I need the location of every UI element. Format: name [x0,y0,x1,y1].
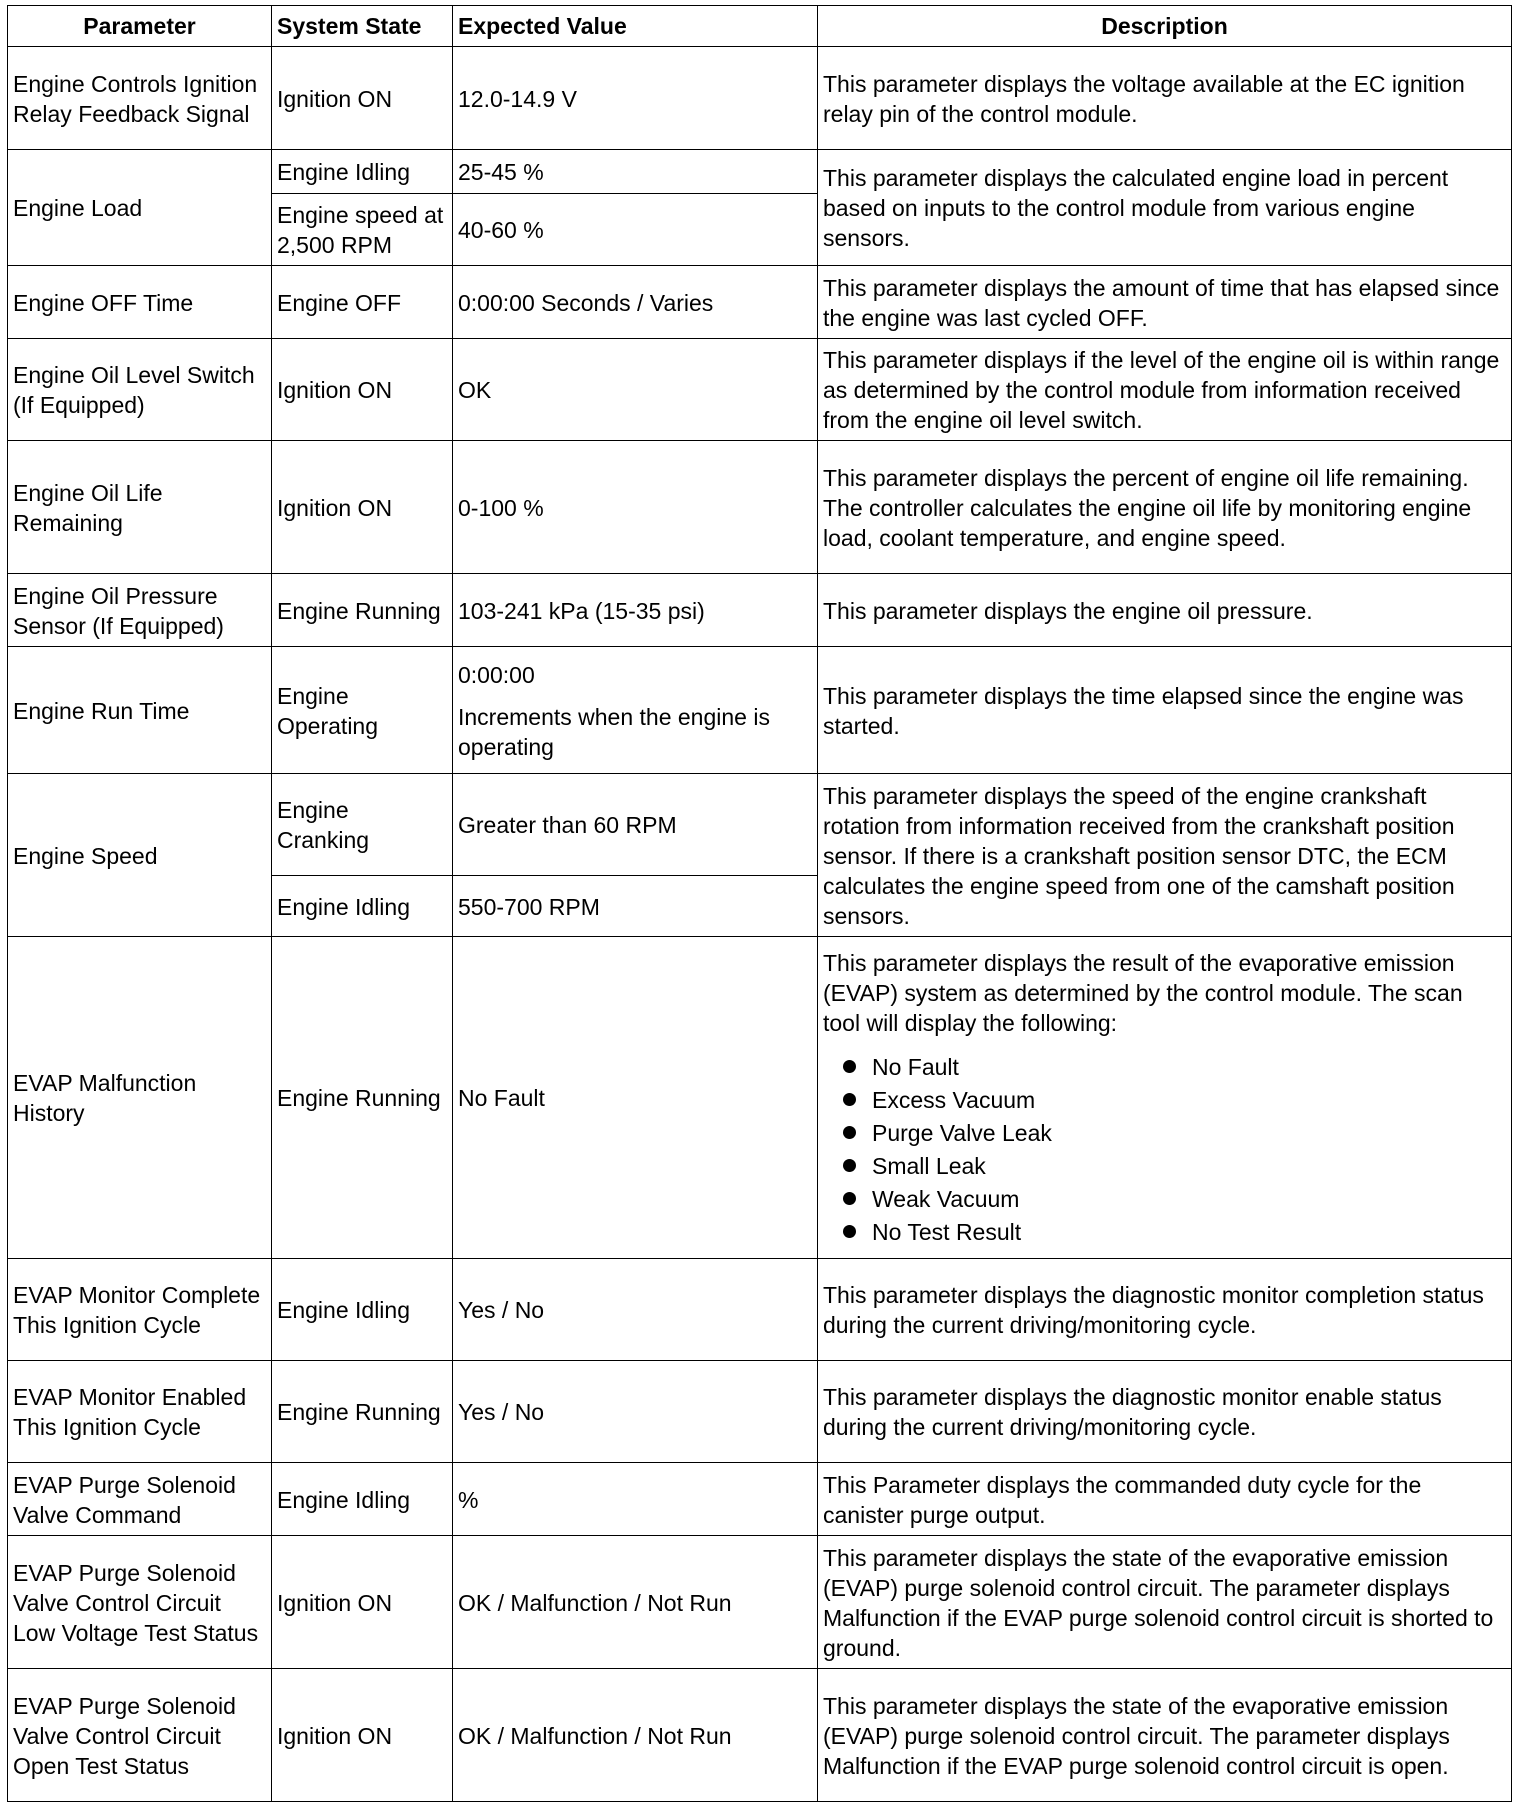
system-state-cell: Ignition ON [272,339,453,441]
expected-value-cell: 103-241 kPa (15-35 psi) [453,574,818,647]
list-item-label: Weak Vacuum [872,1185,1020,1212]
system-state-cell: Engine Idling [272,1463,453,1536]
description-cell: This parameter displays the state of the evaporative emission (EVAP) purge solenoid control circuit. The parameter displays Malfunction if the EVAP purge solenoid control circuit is open. [818,1669,1512,1802]
list-item [843,1215,1506,1248]
bullet-icon [843,1093,856,1106]
list-item-label: Small Leak [872,1152,986,1179]
expected-value-note: Increments when the engine is operating [458,703,770,760]
system-state-cell: Engine Idling [272,150,453,194]
system-state-cell: Engine Idling [272,876,453,937]
expected-value-cell: OK / Malfunction / Not Run [453,1669,818,1802]
expected-value-cell: % [453,1463,818,1536]
bullet-icon [843,1225,856,1238]
expected-value-cell: 12.0-14.9 V [453,47,818,150]
list-item-label: No Test Result [872,1218,1022,1245]
description-cell: This parameter displays the percent of engine oil life remaining. The controller calculates the engine oil life by monitoring engine load, coolant temperature, and engine speed. [818,441,1512,574]
table-row [8,574,1512,647]
header-expected-value: Expected Value [453,6,818,47]
description-cell: This parameter displays the speed of the engine crankshaft rotation from information received from the crankshaft position sensor. If there is a crankshaft position sensor DTC, the ECM calculates the engine speed from one of the camshaft position sensors. [818,774,1512,937]
table-row [8,647,1512,774]
table-row [8,1669,1512,1802]
paragraph-gap [458,690,812,702]
table-header-row [8,6,1512,47]
system-state-cell: Engine Cranking [272,774,453,876]
expected-value-cell [453,647,818,774]
parameter-cell: Engine Load [8,150,272,266]
table-row [8,1259,1512,1361]
system-state-cell: Engine Running [272,574,453,647]
system-state-cell: Engine Idling [272,1259,453,1361]
table-row [8,937,1512,1259]
result-list [823,1050,1506,1248]
list-item [843,1116,1506,1149]
table-row [8,774,1512,876]
parameter-cell: Engine Oil Life Remaining [8,441,272,574]
list-item-label: Excess Vacuum [872,1086,1036,1113]
system-state-cell: Engine OFF [272,266,453,339]
list-item [843,1050,1506,1083]
expected-value-text: 0:00:00 [458,661,535,688]
expected-value-cell: 0-100 % [453,441,818,574]
system-state-cell: Engine Operating [272,647,453,774]
table-row [8,441,1512,574]
bullet-icon [843,1060,856,1073]
description-cell: This parameter displays the calculated engine load in percent based on inputs to the control module from various engine sensors. [818,150,1512,266]
description-cell: This parameter displays the amount of time that has elapsed since the engine was last cycled OFF. [818,266,1512,339]
parameter-cell: EVAP Monitor Enabled This Ignition Cycle [8,1361,272,1463]
system-state-cell: Ignition ON [272,1536,453,1669]
parameter-cell: Engine Oil Level Switch (If Equipped) [8,339,272,441]
description-cell: This parameter displays the diagnostic monitor completion status during the current driving/monitoring cycle. [818,1259,1512,1361]
table-row [8,150,1512,194]
table-row [8,266,1512,339]
system-state-cell: Ignition ON [272,441,453,574]
parameter-cell: EVAP Purge Solenoid Valve Control Circuit Low Voltage Test Status [8,1536,272,1669]
description-cell [818,937,1512,1259]
description-cell: This parameter displays if the level of the engine oil is within range as determined by the control module from information received from the engine oil level switch. [818,339,1512,441]
parameter-cell: Engine Oil Pressure Sensor (If Equipped) [8,574,272,647]
parameter-cell: Engine OFF Time [8,266,272,339]
bullet-icon [843,1192,856,1205]
description-text: This parameter displays the result of the evaporative emission (EVAP) system as determined by the control module. The scan tool will display the following: [823,950,1463,1036]
expected-value-cell: Yes / No [453,1259,818,1361]
parameter-cell: EVAP Malfunction History [8,937,272,1259]
system-state-cell: Engine speed at 2,500 RPM [272,194,453,266]
table-row [8,1536,1512,1669]
expected-value-cell: OK / Malfunction / Not Run [453,1536,818,1669]
parameter-cell: EVAP Purge Solenoid Valve Control Circuit Open Test Status [8,1669,272,1802]
expected-value-cell: Yes / No [453,1361,818,1463]
expected-value-cell: 25-45 % [453,150,818,194]
header-description: Description [818,6,1512,47]
table-row [8,1361,1512,1463]
list-item [843,1182,1506,1215]
parameter-cell: Engine Speed [8,774,272,937]
list-item [843,1083,1506,1116]
expected-value-cell: 40-60 % [453,194,818,266]
expected-value-cell: 0:00:00 Seconds / Varies [453,266,818,339]
description-cell: This parameter displays the diagnostic monitor enable status during the current driving/monitoring cycle. [818,1361,1512,1463]
parameter-cell: Engine Controls Ignition Relay Feedback Signal [8,47,272,150]
expected-value-cell: OK [453,339,818,441]
header-parameter: Parameter [8,6,272,47]
bullet-icon [843,1159,856,1172]
system-state-cell: Ignition ON [272,1669,453,1802]
description-cell: This Parameter displays the commanded duty cycle for the canister purge output. [818,1463,1512,1536]
list-item [843,1149,1506,1182]
list-item-label: Purge Valve Leak [872,1119,1052,1146]
parameter-cell: EVAP Purge Solenoid Valve Command [8,1463,272,1536]
description-cell: This parameter displays the engine oil pressure. [818,574,1512,647]
header-system-state: System State [272,6,453,47]
list-item-label: No Fault [872,1053,959,1080]
description-cell: This parameter displays the state of the evaporative emission (EVAP) purge solenoid control circuit. The parameter displays Malfunction if the EVAP purge solenoid control circuit is shorted to ground. [818,1536,1512,1669]
table-row [8,339,1512,441]
table-row [8,1463,1512,1536]
parameter-cell: EVAP Monitor Complete This Ignition Cycle [8,1259,272,1361]
system-state-cell: Engine Running [272,937,453,1259]
system-state-cell: Ignition ON [272,47,453,150]
parameter-table [7,5,1512,1802]
expected-value-cell: 550-700 RPM [453,876,818,937]
expected-value-cell: No Fault [453,937,818,1259]
system-state-cell: Engine Running [272,1361,453,1463]
parameter-cell: Engine Run Time [8,647,272,774]
expected-value-cell: Greater than 60 RPM [453,774,818,876]
bullet-icon [843,1126,856,1139]
description-cell: This parameter displays the time elapsed since the engine was started. [818,647,1512,774]
description-cell: This parameter displays the voltage available at the EC ignition relay pin of the control module. [818,47,1512,150]
table-row [8,47,1512,150]
